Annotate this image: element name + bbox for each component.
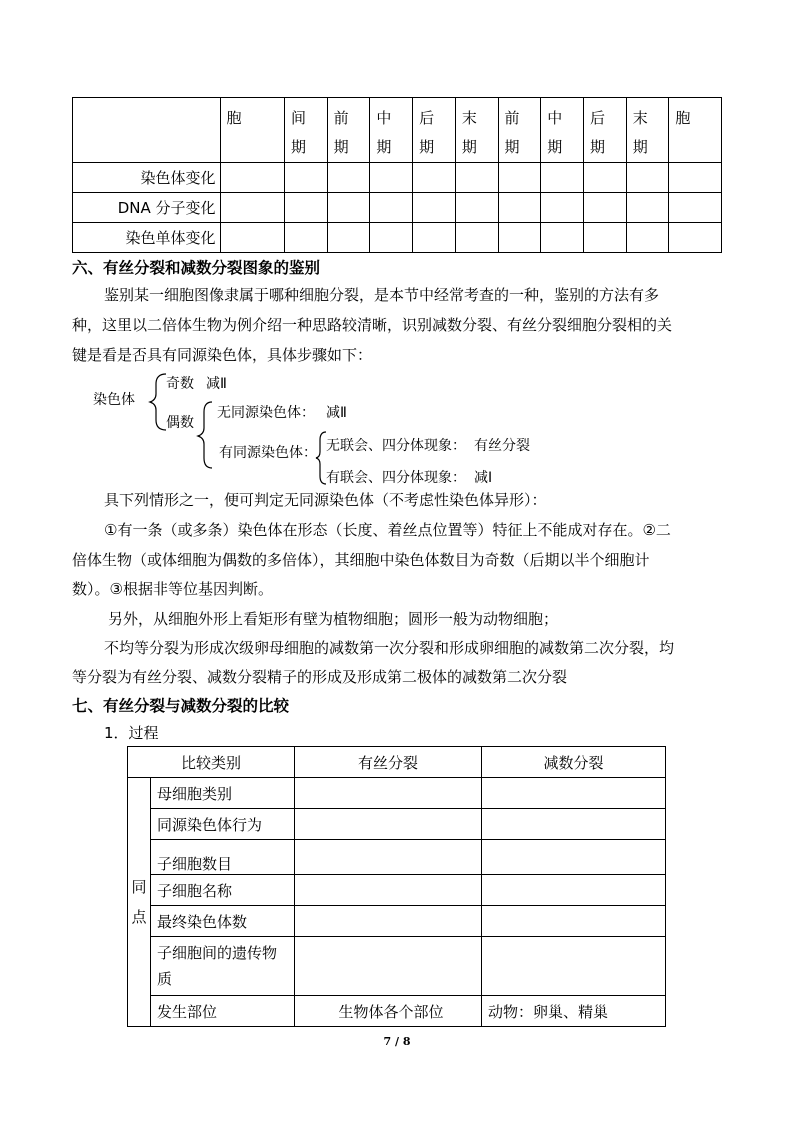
header-cell: 中 期 [370,98,413,163]
table-row [128,996,666,1027]
header-cell: 间 期 [284,98,327,163]
header-cell: 中 期 [541,98,584,163]
header-cell: 前 期 [498,98,541,163]
no-synapsis-label: 无联会、四分体现象： [326,438,466,454]
row-label: 母细胞类别 [151,778,295,809]
row-label: 发生部位 [151,996,295,1027]
row-label: DNA 分子变化 [73,193,221,223]
section6-heading: 六、有丝分裂和减数分裂图象的鉴别 [72,259,321,277]
paragraph-line: 种，这里以二倍体生物为例介绍一种思路较清晰，识别减数分裂、有丝分裂细胞分裂相的关 [72,316,673,334]
page-number: 7 / 8 [383,1035,411,1048]
paragraph-line: 鉴别某一细胞图像隶属于哪种细胞分裂，是本节中经常考查的一种，鉴别的方法有多 [104,286,660,304]
paragraph-line: 键是看是否具有同源染色体，具体步骤如下： [72,346,373,364]
paragraph-line: ①有一条（或多条）染色体在形态（长度、着丝点位置等）特征上不能成对存在。②二 [104,521,671,539]
blank-header-cell [73,98,221,163]
table-row [128,937,666,996]
meiosis-cell: 动物：卵巢、精巢 [482,996,666,1027]
header-cell: 后 期 [583,98,626,163]
homolog-label: 有同源染色体： [219,445,317,461]
header-cell: 胞 [669,98,722,163]
row-label: 最终染色体数 [151,906,295,937]
phase-change-table [72,97,722,253]
odd-result: 减Ⅱ [206,376,227,392]
paragraph-line: 不均等分裂为形成次级卵母细胞的减数第一次分裂和形成卵细胞的减数第二次分裂，均 [104,639,675,657]
mitosis-cell: 生物体各个部位 [295,996,482,1027]
no-synapsis-result: 有丝分裂 [474,438,530,454]
table-row [128,778,666,809]
no-homolog-result: 减Ⅱ [326,405,347,421]
table-row [128,875,666,906]
table-row [73,223,722,253]
subheading: 1．过程 [104,724,159,742]
table-row [128,906,666,937]
row-label: 子细胞间的遗传物质 [151,937,295,996]
row-label: 同源染色体行为 [151,809,295,840]
synapsis-label: 有联会、四分体现象： [326,470,466,486]
side-label: 同 点 [128,778,151,1027]
tree-root: 染色体 [93,392,135,408]
synapsis-result: 减Ⅰ [474,470,493,486]
paragraph-line: 等分裂为有丝分裂、减数分裂精子的形成及形成第二极体的减数第二次分裂 [72,668,568,686]
paragraph-line: 具下列情形之一，便可判定无同源染色体（不考虑性染色体异形）： [104,491,547,509]
header-cell: 前 期 [327,98,370,163]
header-cell: 比较类别 [128,747,295,778]
paragraph-line: 倍体生物（或体细胞为偶数的多倍体），其细胞中染色体数目为奇数（后期以半个细胞计 [72,551,650,569]
table-header-row [128,747,666,778]
row-label: 染色体变化 [73,163,221,193]
row-label: 染色单体变化 [73,223,221,253]
odd-label: 奇数 [166,376,194,392]
header-cell: 有丝分裂 [295,747,482,778]
no-homolog-label: 无同源染色体： [217,405,315,421]
table-row [128,840,666,875]
section7-heading: 七、有丝分裂与减数分裂的比较 [72,697,290,715]
header-cell: 后 期 [413,98,456,163]
table-row [73,163,722,193]
even-label: 偶数 [166,415,194,431]
header-cell: 胞 [220,98,284,163]
paragraph-line: 另外，从细胞外形上看矩形有壁为植物细胞；圆形一般为动物细胞； [108,610,559,628]
table-header-row [73,98,722,163]
header-cell: 末 期 [626,98,669,163]
header-cell: 减数分裂 [482,747,666,778]
row-label: 子细胞数目 [151,840,295,875]
header-cell: 末 期 [455,98,498,163]
table-row [128,809,666,840]
row-label: 子细胞名称 [151,875,295,906]
table-row [73,193,722,223]
comparison-table [127,746,666,1027]
paragraph-line: 数）。③根据非等位基因判断。 [72,580,273,598]
